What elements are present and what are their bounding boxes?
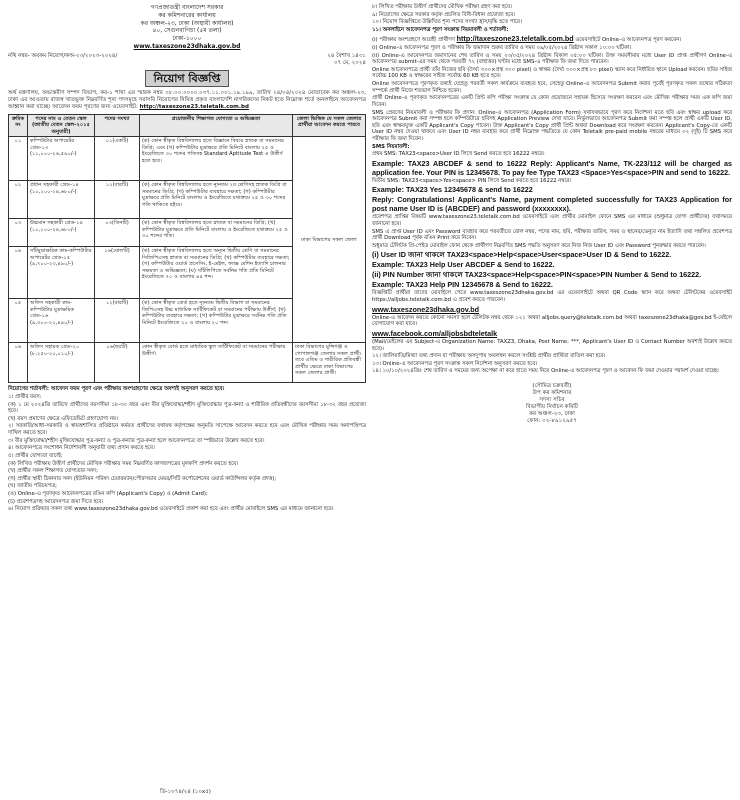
- district-cell-1: [293, 137, 366, 343]
- online-p13: ১২। জালিয়াতি/মিথ্যা তথ্য প্রদান বা পরীক্ষায় অসদুপায় অবলম্বন করলে সংশ্লিষ্ট প্রার্থীর প্রার্থিতা বাতিল করা হবে।: [372, 353, 606, 360]
- posts-table: [8, 114, 366, 384]
- condition-item: ৫। প্রার্থীর যোগ্যতা যাচাই:: [8, 452, 63, 459]
- online-p2: (i) Online-এ আবেদনপত্র পূরণ ও পরীক্ষার ফি জমাদান শুরুর তারিখ ও সময় ০৯/০৫/২০২৪ খ্রিষ্টাব্দ সকাল ১০:০০ ঘটিকা।: [372, 45, 632, 52]
- col-header-qualification: প্রয়োজনীয় শিক্ষাগত যোগ্যতা ও অভিজ্ঞতা: [140, 114, 293, 137]
- row-sl: ০৪: [9, 247, 28, 299]
- row-count: ১৬(ষোলটি): [95, 247, 140, 299]
- memo-row: [8, 53, 366, 67]
- online-p6: প্রার্থী Online-এ পূরণকৃত আবেদনপত্রের একটি প্রিন্ট কপি পরীক্ষা সংক্রান্ত যে কোন প্রয়োজনে সহায়ক হিসেবে সংরক্ষণ করবেন এবং মৌখিক পরীক্ষার সময় এক কপি জমা দিবেন।: [372, 95, 732, 108]
- condition-item: (চ) প্রবেশপত্রসহ আবেদনপত্র জমা দিতে হবে।: [8, 498, 104, 505]
- online-p10: শুধুমাত্র টেলিটক প্রি-পেইড মোবাইল ফোন থেকে প্রার্থীগণ নিম্নবর্ণিত SMS পদ্ধতি অনুসরণ করে নিজ নিজ User ID এবং Password পুনরুদ্ধার করতে পারবেন।: [372, 242, 706, 249]
- online-p1: [372, 34, 732, 44]
- condition-item: ২। সরকারি/আধা-সরকারি ও স্বায়ত্তশাসিত প্রতিষ্ঠানে কর্মরত প্রার্থীদের যথাযথ কর্তৃপক্ষের অনুমতি সাপেক্ষে আবেদন করতে হবে এবং মৌখিক পরীক্ষার সময় অনাপত্তিপত্র দাখিল করতে হবে।: [8, 423, 366, 437]
- online-p9: SMS এ প্রাপ্ত User ID এবং Password ব্যবহার করে পরবর্তীতে রোল নম্বর, পদের নাম, ছবি, পরীক্ষার তারিখ, সময় ও স্থানের/ভেন্যুর নাম ইত্যাদি তথ্য সম্বলিত প্রবেশপত্র প্রার্থী Download পূর্বক রঙিন Print করে নিবেন।: [372, 228, 732, 242]
- lost-user-id-example: Example: TAX23 Help User ABCDEF & Send to 16222.: [372, 260, 555, 270]
- signer-title: উপ কর কমিশনার: [532, 389, 572, 396]
- conditions-heading: নিয়োগের শর্তাবলী: আবেদন ফরম পূরণ এবং পরীক্ষায় অংশগ্রহণের ক্ষেত্রে অবশ্যই অনুসরণ করতে হবে।: [8, 386, 225, 393]
- right-item: ১০। নিয়োগ বিজ্ঞপ্তিতে উল্লিখিত শূন্য পদের সংখ্যা হ্রাস/বৃদ্ধি হতে পারে।: [372, 19, 522, 26]
- row-post: কম্পিউটার অপারেটর গ্রেড-১৩ (১১,০০০-২৬,৫৯০/-): [28, 137, 95, 181]
- signer-phone: ফোন: ০২-৮৯১২৯৫৭: [527, 417, 577, 424]
- row-qualification: [140, 137, 293, 181]
- signer-committee: বিভাগীয় নির্বাচন কমিটি: [526, 403, 578, 410]
- row-post: উচ্চমান সহকারী গ্রেড-১৪ (১০,২০০-২৪,৬৮০/-): [28, 219, 95, 247]
- row-count: ০৬(ছয়টি): [95, 343, 140, 383]
- row-sl: ০৩: [9, 219, 28, 247]
- right-column: [372, 4, 732, 425]
- condition-item: ৬। নিয়োগ প্রক্রিয়ার সকল তথ্য www.taxeszone23dhaka.gov.bd ওয়েবসাইটে প্রকাশ করা হবে এবং প্রার্থীর মোবাইলে SMS এর মাধ্যমে জানানো হবে।: [8, 506, 334, 513]
- signer-role: সদস্য সচিব: [539, 396, 565, 403]
- row-count: ১২(বারটি): [95, 299, 140, 343]
- row-qual-text: (ক) কোন স্বীকৃত বিশ্ববিদ্যালয় হতে বিজ্ঞানে বিষয়ে স্নাতক বা সমমানের ডিগ্রি; এবং (খ) কম্পিউটার মুদ্রাক্ষরে প্রতি মিনিটে বাংলায় ২৫ ও ইংরেজিতে ৩০ শব্দের গতিসহ Standard Aptitude Test এ উত্তীর্ণ হতে হবে।: [142, 138, 284, 164]
- office-line: কর কমিশনারের কার্যালয়: [158, 11, 216, 19]
- footer-code: ডি-১০৭৪/২৪ (১০x৫): [160, 789, 211, 796]
- conditions-section: [8, 386, 366, 512]
- right-item: ৯। নিয়োগের ক্ষেত্রে সরকার কর্তৃক প্রচলিত বিধি-বিধান প্রযোজ্য হবে।: [372, 11, 516, 18]
- condition-item: (ক) লিখিত পরীক্ষায় উত্তীর্ণ প্রার্থীদের মৌখিক পরীক্ষার সময় নিম্নবর্ণিত কাগজপত্রের মূলকপি প্রদর্শন করতে হবে।: [8, 460, 239, 467]
- online-p1-end: ওয়েবসাইটে Online-এ আবেদনপত্র পূরণ করবেন।: [575, 37, 682, 44]
- row-qualification: (ক) কোন স্বীকৃত বোর্ড হতে ন্যূনতম দ্বিতীয় বিভাগ বা সমমানের জিপিএসহ উচ্চ মাধ্যমিক সার্টিফিকেট বা সমমানের পরীক্ষায় উত্তীর্ণ; (খ) কম্পিউটার ব্যবহারে দক্ষতা; (গ) কম্পিউটার মুদ্রাক্ষরে সর্বনিম্ন গতি প্রতি মিনিটে ইংরেজিতে ২০ ও বাংলায় ২০ শব্দ।: [140, 299, 293, 343]
- online-p7: SMS প্রেরণের নিয়মাবলী ও পরীক্ষার ফি প্রদান: Online-এ আবেদনপত্র (Application Form) যথাযথভাবে পূরণ করে নির্দেশনা মতে ছবি এবং স্বাক্ষর upload করে আবেদনপত্র Submit করা সম্পন্ন হলে কম্পিউটারে ছবিসহ Application Preview দেখা যাবে। নির্ভুলভাবে আবেদনপত্র Submit করা সম্পন্ন হলে প্রার্থী একটি User ID, ছবি এবং স্বাক্ষরযুক্ত একটি Applicant's Copy পাবেন। উক্ত Applicant's Copy প্রার্থী প্রিন্ট অথবা Download করে সংরক্ষণ করবেন। Applicant's Copy-তে একটি User ID নম্বর দেওয়া থাকবে এবং User ID নম্বর ব্যবহার করে প্রার্থী নিম্নোক্ত পদ্ধতিতে যে কোন Teletalk pre-paid mobile নম্বরের মাধ্যমে ০২ (দুই) টি SMS করে পরীক্ষার ফি জমা দিবেন।: [372, 109, 732, 142]
- col-header-sl: ক্রমিক নং: [9, 114, 28, 137]
- signer-name: (সৌমিত্র চক্রবর্তী): [532, 382, 572, 389]
- sms-second: দ্বিতীয় SMS: TAX23<space>Yes<space> PIN লিখে Send করতে হবে 16222 নম্বরে।: [372, 177, 572, 184]
- row-sl: ০২: [9, 181, 28, 219]
- condition-item: ৩। বীর মুক্তিযোদ্ধা/শহীদ মুক্তিযোদ্ধার পুত্র-কন্যা ও পুত্র-কন্যার পুত্র-কন্যা হলে আবেদনপত্রে তা স্পষ্টভাবে উল্লেখ করতে হবে।: [8, 437, 265, 444]
- sms-first-example: Example: TAX23 ABCDEF & send to 16222 Reply: Applicant's Name, TK-223/112 will be charged as application fee. Your PIN is 12345678. To pay fee Type TAX23 <Space>Yes<space>PIN and send to 16222.: [372, 158, 732, 177]
- sms-title: SMS নিয়মাবলী:: [372, 143, 410, 150]
- zone-line: কর অঞ্চল-২৩, ঢাকা (অস্থায়ী কার্যালয়): [140, 19, 234, 27]
- online-heading: ১১। অনলাইনে আবেদনপত্র পূরণ সংক্রান্ত নিয়মাবলী ও শর্তাবলী:: [372, 26, 509, 33]
- teletalk-website-link[interactable]: http://taxeszone23.teletalk.com.bd: [456, 34, 574, 44]
- online-p15: ১৪। ১০/১০/২০২৪খ্রিঃ শেষ তারিখ ও সময়ের জন্য অপেক্ষা না করে হাতে সময় নিয়ে Online-এ আবেদনপত্র পূরণ ও আবেদন ফি জমা দেওয়ার পরামর্শ দেওয়া যাচ্ছে।: [372, 368, 719, 375]
- right-item: ৮। লিখিত পরীক্ষায় উত্তীর্ণ প্রার্থীদের মৌখিক পরীক্ষা গ্রহণ করা হবে।: [372, 4, 512, 10]
- online-p3: (ii) Online-এ আবেদনপত্র জমাদানের শেষ তারিখ ও সময় ২৩/০৫/২০২৪ খ্রিষ্টাব্দ বিকাল ০৫:০০ ঘটিকা। উক্ত সময়সীমার মধ্যে User ID প্রাপ্ত প্রার্থীগণ Online-এ আবেদনপত্র submit-এর সময় থেকে পরবর্তী ৭২ (বাহাত্তর) ঘণ্টার মধ্যে SMS-এ পরীক্ষার ফি জমা দিতে পারবেন।: [372, 52, 732, 66]
- row-post: সাঁটমুদ্রাক্ষরিক কাম-কম্পিউটার অপারেটর গ্রেড-১৫ (৯,৭০০-২৩,৪৯০/-): [28, 247, 95, 299]
- address-line: ৪০, সেগুনবাগিচা (৫ম তলা): [152, 27, 222, 35]
- condition-item: (ক) ১ মে ২০২৪খ্রি তারিখে প্রার্থীদের বয়সসীমা ১৮-৩০ বছর এবং বীর মুক্তিযোদ্ধা/শহীদ মুক্তিযোদ্ধার পুত্র-কন্যা ও শারীরিক প্রতিবন্ধীদের বয়সসীমা ১৮-৩২ বছর প্রযোজ্য হবে।: [8, 401, 366, 415]
- intro-website-link[interactable]: http://taxeszone23.teletalk.com.bd: [139, 104, 249, 111]
- row-count: ০৩(তিনটি): [95, 219, 140, 247]
- row-qualification: (ক) কোন স্বীকৃত বিশ্ববিদ্যালয় হতে স্নাতক বা সমমানের ডিগ্রি; (খ) কম্পিউটার মুদ্রাক্ষরে প্রতি মিনিটে বাংলায় ও ইংরেজিতে যথাক্রমে ২৫ ও ৩০ শব্দের গতি।: [140, 219, 293, 247]
- online-p11: বিজ্ঞপ্তিটি প্রার্থীরা তাদের মোবাইলে পেতে www.taxeszone23dhaka.gov.bd এর ওয়েবসাইটে অথবা QR Code স্ক্যান করে অথবা টেলিটকের ওয়েবসাইট https://alljobs.teletalk.com.bd এ প্রবেশ করতে পারবেন।: [372, 290, 732, 304]
- city-line: ঢাকা-১০০০: [172, 35, 202, 43]
- memo-ref: নথি নম্বর- অবকম নিয়োগ/কঅ-২৩/২০২৩-২০২৪/: [8, 52, 118, 59]
- lost-pin: (ii) PIN Number জানা থাকলে TAX23<space>Help<space>PIN<space>PIN Number & Send to 16222.: [372, 270, 702, 280]
- row-count: ০১(একটি): [95, 137, 140, 181]
- district-note-1: ঢাকা বিভাগের সকল জেলা: [301, 236, 357, 243]
- online-p5: Online আবেদনপত্রে পূরণকৃত তথ্যই যেহেতু পরবর্তী সকল কার্যক্রমে ব্যবহৃত হবে, সেহেতু Online-এ আবেদনপত্র Submit করার পূর্বেই পূরণকৃত সকল তথ্যের সঠিকতা সম্পর্কে প্রার্থী নিজে শতভাগ নিশ্চিত হবেন।: [372, 81, 732, 94]
- memo-date-bn: ২৪ বৈশাখ ১৪৩১: [327, 52, 366, 59]
- online-p14: ১৩। Online-এ আবেদনপত্র পূরণ সংক্রান্ত সকল নির্দেশনা অনুসরণ করতে হবে।: [372, 360, 538, 367]
- office-header: [8, 4, 366, 51]
- table-header-row: [9, 114, 366, 137]
- col-header-district: জেলা ভিত্তিক যে সকল জেলার প্রার্থীরা আবেদন করতে পারবে: [293, 114, 366, 137]
- online-p4: Online আবেদনপত্রে প্রার্থী তাঁর নিজের ছবি (দৈর্ঘ্য ৩০০×প্রস্থ ৩০০ pixel) ও স্বাক্ষর (দৈর্ঘ্য ৩০০×প্রস্থ ৮০ pixel) স্ক্যান করে নির্ধারিত স্থানে Upload করবেন। ছবির সাইজ সর্বোচ্চ 100 KB ও স্বাক্ষরের সাইজ সর্বোচ্চ 60 KB হতে হবে।: [372, 66, 732, 80]
- zone-website-link[interactable]: www.taxeszone23dhaka.gov.bd: [372, 304, 480, 314]
- table-row: [9, 343, 366, 383]
- row-post: অফিস সহকারী কাম-কম্পিউটার মুদ্রাক্ষরিক গ্রেড-১৬ (৯,৩০০-২২,৪৯০/-): [28, 299, 95, 343]
- row-post: প্রধান সহকারী গ্রেড-১৪ (১০,২০০-২৪,৬৮০/-): [28, 181, 95, 219]
- row-sl: ০১: [9, 137, 28, 181]
- condition-item: ৪। আবেদনপত্রে সংশোধন নির্দেশাবলী অনুযায়ী তথ্য প্রদান করতে হবে।: [8, 445, 155, 452]
- header-website-link[interactable]: www.taxeszone23dhaka.gov.bd: [133, 42, 241, 50]
- table-row: [9, 137, 366, 181]
- sms-first: প্রথম SMS: TAX23<space>User ID লিখে Send করতে হবে 16222 নম্বরে।: [372, 151, 545, 158]
- online-p8: প্রবেশপত্র প্রাপ্তির বিষয়টি www.taxeszone23.teletalk.com.bd ওয়েবসাইটে এবং প্রার্থীর মোবাইল ফোনে SMS এর মাধ্যমে (শুধুমাত্র যোগ্য প্রার্থীদের) যথাসময়ে জানানো হবে।: [372, 214, 732, 228]
- signer-office: কর অঞ্চল-২৩, ঢাকা: [529, 410, 575, 417]
- left-column: [8, 4, 366, 514]
- condition-item: (ঙ) Online-এ পূরণকৃত আবেদনপত্রের রঙিন কপি (Applicant's Copy) ও (Admit Card);: [8, 490, 208, 497]
- online-p12b: (Mail/মেইলের এর Subject-এ Organization Name: TAXZ3, Dhaka, Post Name: ***, Applicant's User ID ও Contact Number অবশ্যই উল্লেখ করতে হবে)।: [372, 338, 732, 352]
- online-p12: Online-এ আবেদন করতে কোনো সমস্যা হলে টেলিটক নম্বর থেকে ১২১ অথবা alljobs.query@teletalk.com.bd অথবা taxeszone23dhaka@gov.bd ই-মেইলে যোগাযোগ করা যাবে।: [372, 314, 732, 328]
- condition-item: (গ) প্রার্থীর স্থায়ী ঠিকানার সনদ (ইউনিয়ন পরিষদ চেয়ারম্যান/পৌরসভার মেয়র/সিটি কর্পোরেশনের ওয়ার্ড কাউন্সিলর কর্তৃক প্রদত্ত);: [8, 475, 277, 482]
- row-sl: ০৫: [9, 299, 28, 343]
- govt-line: গণপ্রজাতন্ত্রী বাংলাদেশ সরকার: [150, 4, 224, 11]
- lost-pin-example: Example: TAX23 Help PIN 12345678 & Send to 16222.: [372, 280, 553, 290]
- sms-second-example: Example: TAX23 Yes 12345678 & send to 16222: [372, 185, 533, 195]
- row-qualification: (ক) কোন স্বীকৃত বিশ্ববিদ্যালয় হতে ন্যূনতম ২য় শ্রেণিসহ স্নাতক ডিগ্রি বা সমমানের ডিগ্রি; (খ) কম্পিউটার ব্যবহারে দক্ষতা; (গ) কম্পিউটার মুদ্রাক্ষরে প্রতি মিনিটে বাংলায় ও ইংরেজিতে যথাক্রমে ২৫ ও ৩০ শব্দের গতি থাকিতে হইবে।: [140, 181, 293, 219]
- sms-second-reply: Reply: Congratulations! Applicant's Name, payment completed successfully for TAX23 Application for post name User ID is (ABCDEF) and password (xxxxxxxx).: [372, 195, 732, 214]
- facebook-link[interactable]: www.facebook.com/alljobsbdteletalk: [372, 328, 498, 338]
- memo-date-en: ০৭ মে, ২০২৪: [334, 59, 366, 66]
- condition-item: (খ) বয়স প্রমাণের ক্ষেত্রে এফিডেভিট গ্রহণযোগ্য নয়।: [8, 415, 119, 422]
- signature-block: [372, 383, 732, 425]
- intro-paragraph: [8, 90, 366, 111]
- row-sl: ০৬: [9, 343, 28, 383]
- row-post: অফিস সহায়ক গ্রেড-২০ (৮,২৫০-২০,০১০/-): [28, 343, 95, 383]
- row-qualification: (ক) কোন স্বীকৃত বিশ্ববিদ্যালয় হতে অন্যূন দ্বিতীয় শ্রেণি বা সমমানের সিজিপিএসহ স্নাতক বা সমমানের ডিগ্রি; (খ) কম্পিউটার ব্যবহারে দক্ষতা; (গ) কম্পিউটার ওয়ার্ড প্রসেসিং, ই-মেইল, ফ্যাক্স মেশিন ইত্যাদি চালনার সক্ষমতা ও অভিজ্ঞতা; (ঘ) সাঁটলিপিতে সর্বনিম্ন গতি প্রতি মিনিটে ইংরেজিতে ৭০ ও বাংলায় ৪৫ শব্দ।: [140, 247, 293, 299]
- online-p1-text: (i) পরীক্ষায় অংশগ্রহণে আগ্রহী প্রার্থীগণ: [372, 37, 455, 44]
- intro-text: অর্থ মন্ত্রণালয়, অভ্যন্তরীণ সম্পদ বিভাগ, কর-১ শাখা এর স্মারক নম্বর ০৮.০০.০০০০.০৩৭.১১.০০১.১৯.১৯৯, তারিখ ২৪/০৪/২০২৪ মোতাবেক কর অঞ্চল-২৩, ঢাকা এর আওতায় রাজস্ব খাতভুক্ত নিম্নবর্ণিত শূন্য পদসমূহে সরাসরি নিয়োগের নিমিত্ত প্রকৃত বাংলাদেশি নাগরিকদের নিকট হতে নিম্নোক্ত শর্তে অনলাইনে আবেদনপত্র আহ্বান করা যাচ্ছে। আবেদন ফরম পূরণের জন্য ওয়েবসাইট:: [8, 90, 366, 111]
- condition-item: ১। প্রার্থীর বয়স:: [8, 394, 42, 401]
- row-qualification: কোন স্বীকৃত বোর্ড হতে মাধ্যমিক স্কুল সার্টিফিকেট বা সমমানের পরীক্ষায় উত্তীর্ণ।: [140, 343, 293, 383]
- condition-item: (ঘ) জাতীয় পরিচয়পত্র;: [8, 483, 57, 490]
- row-count: ১২(বারটি): [95, 181, 140, 219]
- notice-title: নিয়োগ বিজ্ঞপ্তি: [145, 70, 230, 88]
- col-header-post: পদের নাম ও বেতন স্কেল (জাতীয় বেতন স্কেল-২০১৫ অনুযায়ী): [28, 114, 95, 137]
- lost-user-id: (i) User ID জানা থাকলে TAX23<space>Help<space>User<space>User ID & Send to 16222.: [372, 250, 672, 260]
- condition-item: (খ) প্রার্থীর সকল শিক্ষাগত যোগ্যতার সনদ;: [8, 468, 98, 475]
- district-cell-2: ঢাকা বিভাগের মুন্সিগঞ্জ ও গোপালগঞ্জ জেলার সকল প্রার্থী। তবে এতিম ও শারীরিক প্রতিবন্ধী প্রার্থীর ক্ষেত্রে ঢাকা বিভাগের সকল জেলার প্রার্থী।: [293, 343, 366, 383]
- col-header-count: পদের সংখ্যা: [95, 114, 140, 137]
